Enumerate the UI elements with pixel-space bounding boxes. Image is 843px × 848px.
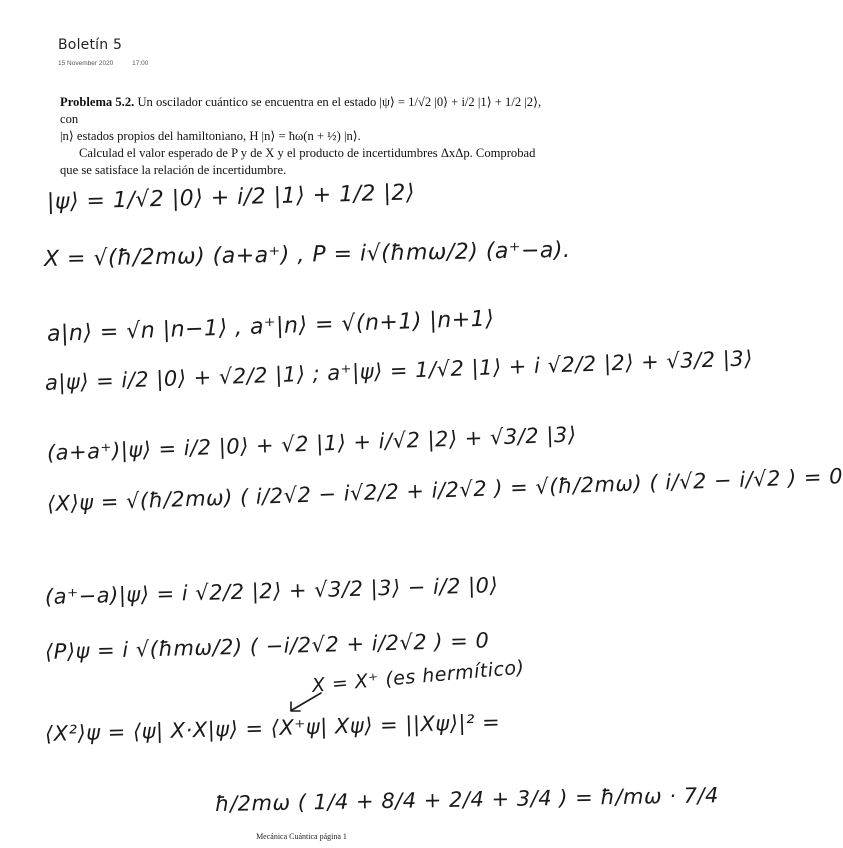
- handwritten-ladder-on-psi: a|ψ⟩ = i/2 |0⟩ + √2/2 |1⟩ ; a⁺|ψ⟩ = 1/√2 |1⟩ + i √2/2 |2⟩ + √3/2 |3⟩: [44, 346, 754, 395]
- problem-text-1: Un oscilador cuántico se encuentra en el estado |ψ⟩ =: [137, 95, 409, 109]
- problem-text-1-end: , con: [60, 95, 542, 126]
- problem-text-2: |n⟩ estados propios del hamiltoniano, H |n⟩ = ħω(n + ½) |n⟩.: [60, 129, 361, 143]
- state-plus-1: +: [448, 95, 462, 109]
- problem-text-4: que se satisface la relación de incertidumbre.: [60, 163, 287, 177]
- handwritten-state: |ψ⟩ = 1/√2 |0⟩ + i/2 |1⟩ + 1/2 |2⟩: [46, 180, 416, 215]
- notebook-meta: [58, 60, 165, 67]
- handwritten-x-on-psi: (a+a⁺)|ψ⟩ = i/2 |0⟩ + √2 |1⟩ + i/√2 |2⟩ + √3/2 |3⟩: [46, 422, 577, 465]
- note-date: 15 November 2020: [58, 60, 114, 67]
- problem-text-3: Calculad el valor esperado de P y de X y el producto de incertidumbres ΔxΔp. Comprobad: [79, 146, 536, 160]
- state-coeff-2: 1/2 |2⟩: [505, 95, 539, 109]
- state-coeff-0: 1/√2 |0⟩: [408, 95, 449, 109]
- note-time: 17:00: [132, 60, 149, 67]
- pointer-arrow-icon: [287, 690, 323, 714]
- problem-label: Problema 5.2.: [60, 95, 135, 109]
- handwritten-expected-p: ⟨P⟩ψ = i √(ħmω/2) ( −i/2√2 + i/2√2 ) = 0: [44, 628, 490, 664]
- problem-statement: [60, 94, 552, 179]
- handwritten-ladder-operators: a|n⟩ = √n |n−1⟩ , a⁺|n⟩ = √(n+1) |n+1⟩: [46, 306, 495, 347]
- handwritten-expected-x: ⟨X⟩ψ = √(ħ/2mω) ( i/2√2 − i√2/2 + i/2√2 ) = √(ħ/2mω) ( i/√2 − i/√2 ) = 0: [46, 464, 843, 516]
- handwritten-expected-x2: ⟨X²⟩ψ = ⟨ψ| X·X|ψ⟩ = ⟨X⁺ψ| Xψ⟩ = ||Xψ⟩|² =: [44, 710, 501, 746]
- handwritten-p-on-psi: (a⁺−a)|ψ⟩ = i √2/2 |2⟩ + √3/2 |3⟩ − i/2 |0⟩: [44, 573, 499, 609]
- page-footer: Mecánica Cuántica página 1: [256, 832, 347, 841]
- notebook-title: Boletín 5: [58, 37, 123, 53]
- state-plus-2: +: [491, 95, 506, 109]
- state-coeff-1: i/2 |1⟩: [461, 95, 492, 109]
- handwritten-hermitian-note: X = X⁺ (es hermítico): [311, 656, 526, 697]
- handwritten-x-p-operators: X = √(ħ/2mω) (a+a⁺) , P = i√(ħmω/2) (a⁺−a).: [43, 237, 571, 272]
- handwritten-x2-result: ħ/2mω ( 1/4 + 8/4 + 2/4 + 3/4 ) = ħ/mω · 7/4: [214, 783, 720, 816]
